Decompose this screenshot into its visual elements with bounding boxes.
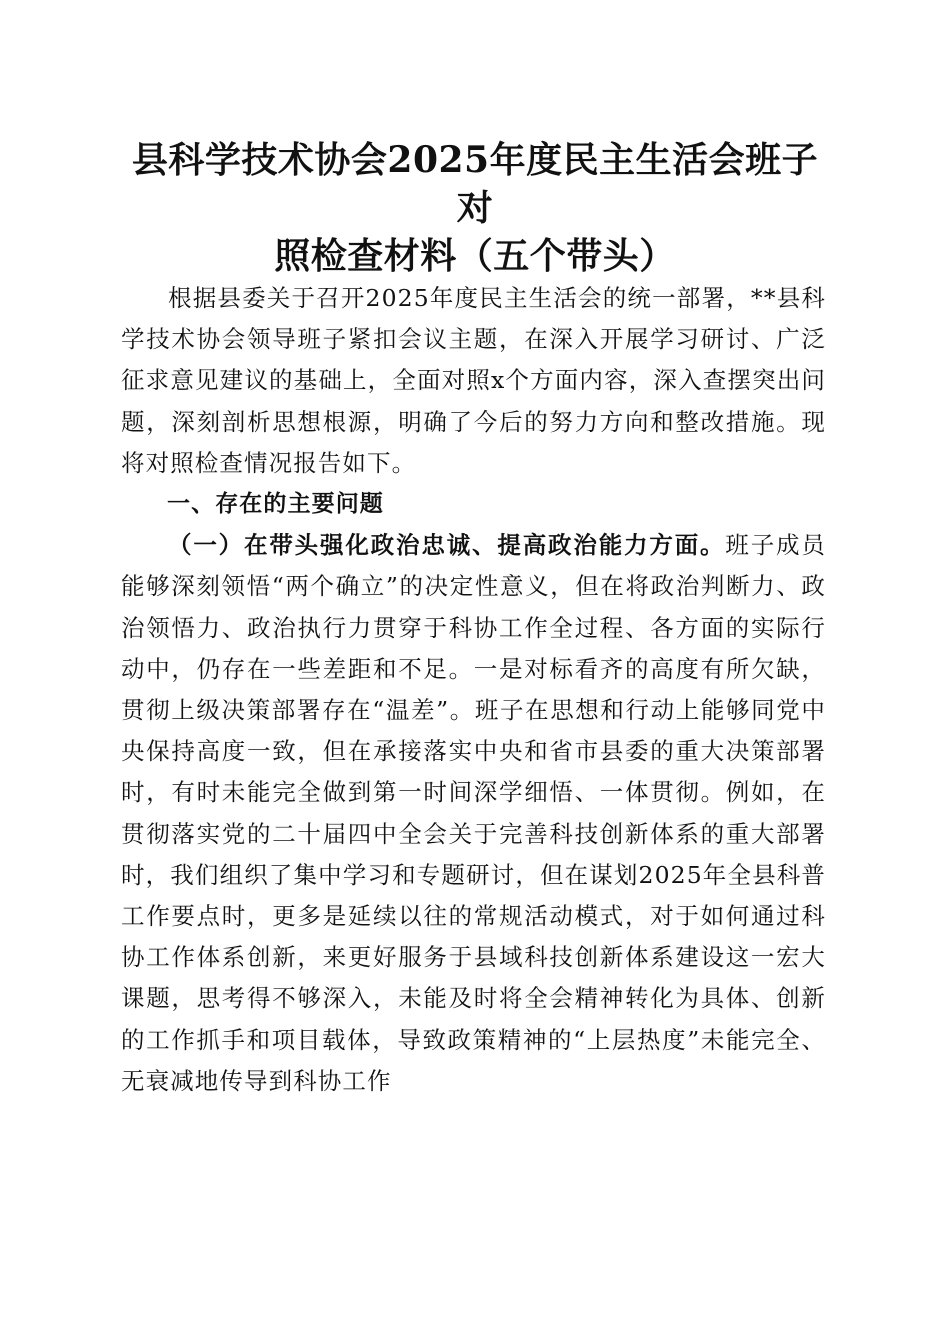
intro-paragraph: 根据县委关于召开2025年度民主生活会的统一部署，**县科学技术协会领导班子紧扣会议主题，在深入开展学习研讨、广泛征求意见建议的基础上，全面对照x个方面内容，深入查摆突出问题，深刻剖析思想根源，明确了今后的努力方向和整改措施。现将对照检查情况报告如下。 — [121, 284, 826, 477]
document-title — [118, 136, 832, 280]
section-heading-1: 一、存在的主要问题 — [167, 491, 384, 518]
subsection-paragraph-1 — [121, 525, 826, 1102]
subsection-heading-1: （一）在带头强化政治忠诚、提高政治能力方面。 — [168, 531, 726, 560]
title-line-1: 县科学技术协会2025年度民主生活会班子对 — [131, 139, 819, 229]
subsection-body-1: 班子成员能够深刻领悟“两个确立”的决定性意义，但在将政治判断力、政治领悟力、政治执行力贯穿于科协工作全过程、各方面的实际行动中，仍存在一些差距和不足。一是对标看齐的高度有所欠缺，贯彻上级决策部署存在“温差”。班子在思想和行动上能够同党中央保持高度一致，但在承接落实中央和省市县委的重大决策部署时，有时未能完全做到第一时间深学细悟、一体贯彻。例如，在贯彻落实党的二十届四中全会关于完善科技创新体系的重大部署时，我们组织了集中学习和专题研讨，但在谋划2025年全县科普工作要点时，更多是延续以往的常规活动模式，对于如何通过科协工作体系创新，来更好服务于县域科技创新体系建设这一宏大课题，思考得不够深入，未能及时将全会精神转化为具体、创新的工作抓手和项目载体，导致政策精神的“上层热度”未能完全、无衰减地传导到科协工作 — [121, 531, 826, 1095]
document-body — [121, 278, 826, 1102]
title-line-2: 照检查材料（五个带头） — [274, 235, 676, 277]
